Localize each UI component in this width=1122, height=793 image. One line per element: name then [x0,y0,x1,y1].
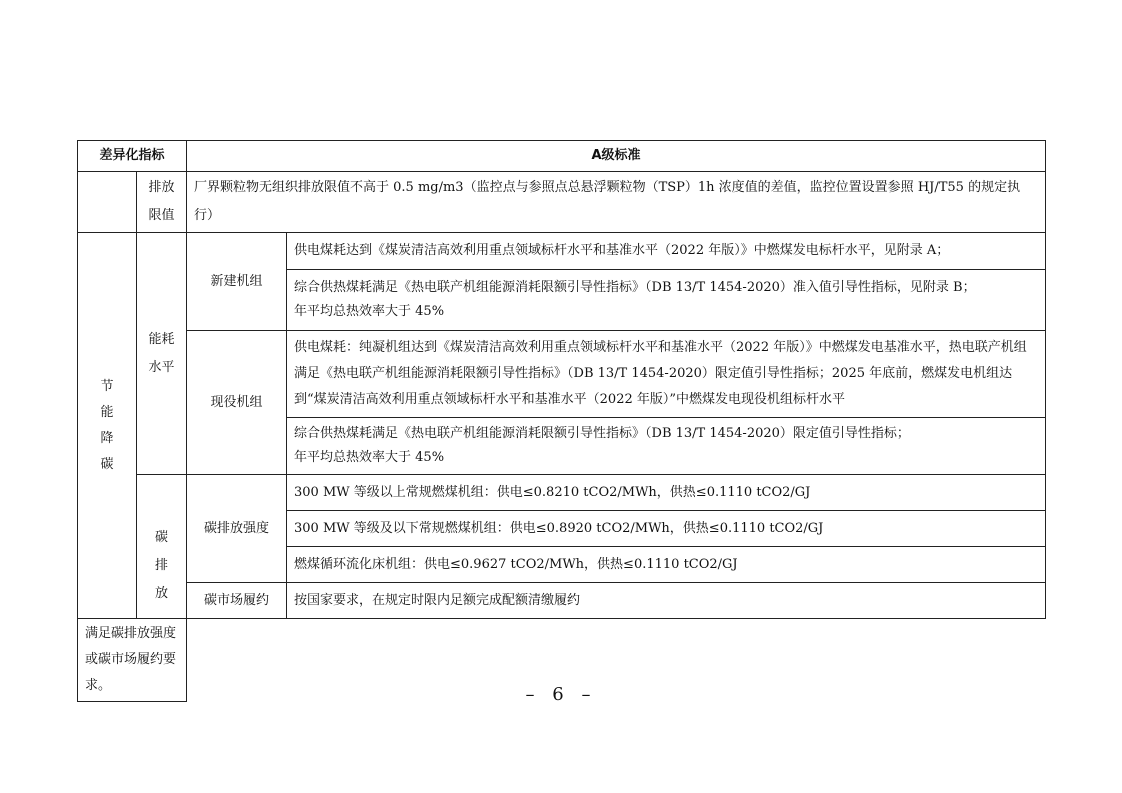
carbon-market-text: 按国家要求，在规定时限内足额完成配额清缴履约 [287,583,1046,619]
new-units-heat-line-a: 综合供热煤耗满足《热电联产机组能源消耗限额引导性指标》（DB 13/T 1454-2020）准入值引导性指标，见附录 B； [294,280,976,295]
carbon-intensity-label: 碳排放强度 [187,475,287,583]
row-emission-limit [78,172,1046,233]
new-units-heat [287,270,1046,331]
standards-table [77,140,1046,702]
header-row [78,141,1046,172]
row-new-units-1 [78,233,1046,270]
new-units-label: 新建机组 [187,233,287,331]
carbon-emission-label: 碳 排 放 [137,475,187,619]
blank-cell [78,172,137,233]
row-carbon-market [78,583,1046,619]
emission-limit-text: 厂界颗粒物无组织排放限值不高于 0.5 mg/m3（监控点与参照点总悬浮颗粒物（TSP）1h 浓度值的差值，监控位置设置参照 HJ/T55 的规定执行） [187,172,1046,233]
energy-level-label: 能耗 水平 [137,233,187,475]
carbon-note: 满足碳排放强度或碳市场履约要求。 [78,619,187,702]
row-carbon-intensity-1 [78,475,1046,511]
carbon-intensity-row: 300 MW 等级以上常规燃煤机组：供电≤0.8210 tCO2/MWh，供热≤0.1110 tCO2/GJ [287,475,1046,511]
carbon-intensity-row: 300 MW 等级及以下常规燃煤机组：供电≤0.8920 tCO2/MWh，供热≤0.1110 tCO2/GJ [287,511,1046,547]
header-grade-a: A级标准 [187,141,1046,172]
existing-units-heat [287,418,1046,475]
page-number: – 6 – [525,684,597,705]
existing-units-coal: 供电煤耗：纯凝机组达到《煤炭清洁高效利用重点领域标杆水平和基准水平（2022 年版）》中燃煤发电基准水平，热电联产机组满足《热电联产机组能源消耗限额引导性指标》（DB 13/T 1454-2020）限定值引导性指标；2025 年底前，燃煤发电机组达到“煤炭清洁高效利用重点领域标杆水平和基准水平（2022 年版）”中燃煤发电现役机组标杆水平 [287,331,1046,418]
category-energy-carbon: 节 能 降 碳 [78,233,137,619]
new-units-heat-line-b: 年平均总热效率大于 45% [294,304,445,319]
emission-limit-label: 排放 限值 [137,172,187,233]
carbon-market-label: 碳市场履约 [187,583,287,619]
existing-units-heat-line-b: 年平均总热效率大于 45% [294,450,445,465]
row-existing-units-1 [78,331,1046,418]
carbon-intensity-row: 燃煤循环流化床机组：供电≤0.9627 tCO2/MWh，供热≤0.1110 tCO2/GJ [287,547,1046,583]
existing-units-heat-line-a: 综合供热煤耗满足《热电联产机组能源消耗限额引导性指标》（DB 13/T 1454-2020）限定值引导性指标； [294,426,910,441]
new-units-coal: 供电煤耗达到《煤炭清洁高效利用重点领域标杆水平和基准水平（2022 年版）》中燃煤发电标杆水平，见附录 A； [287,233,1046,270]
existing-units-label: 现役机组 [187,331,287,475]
header-indicator: 差异化指标 [78,141,187,172]
